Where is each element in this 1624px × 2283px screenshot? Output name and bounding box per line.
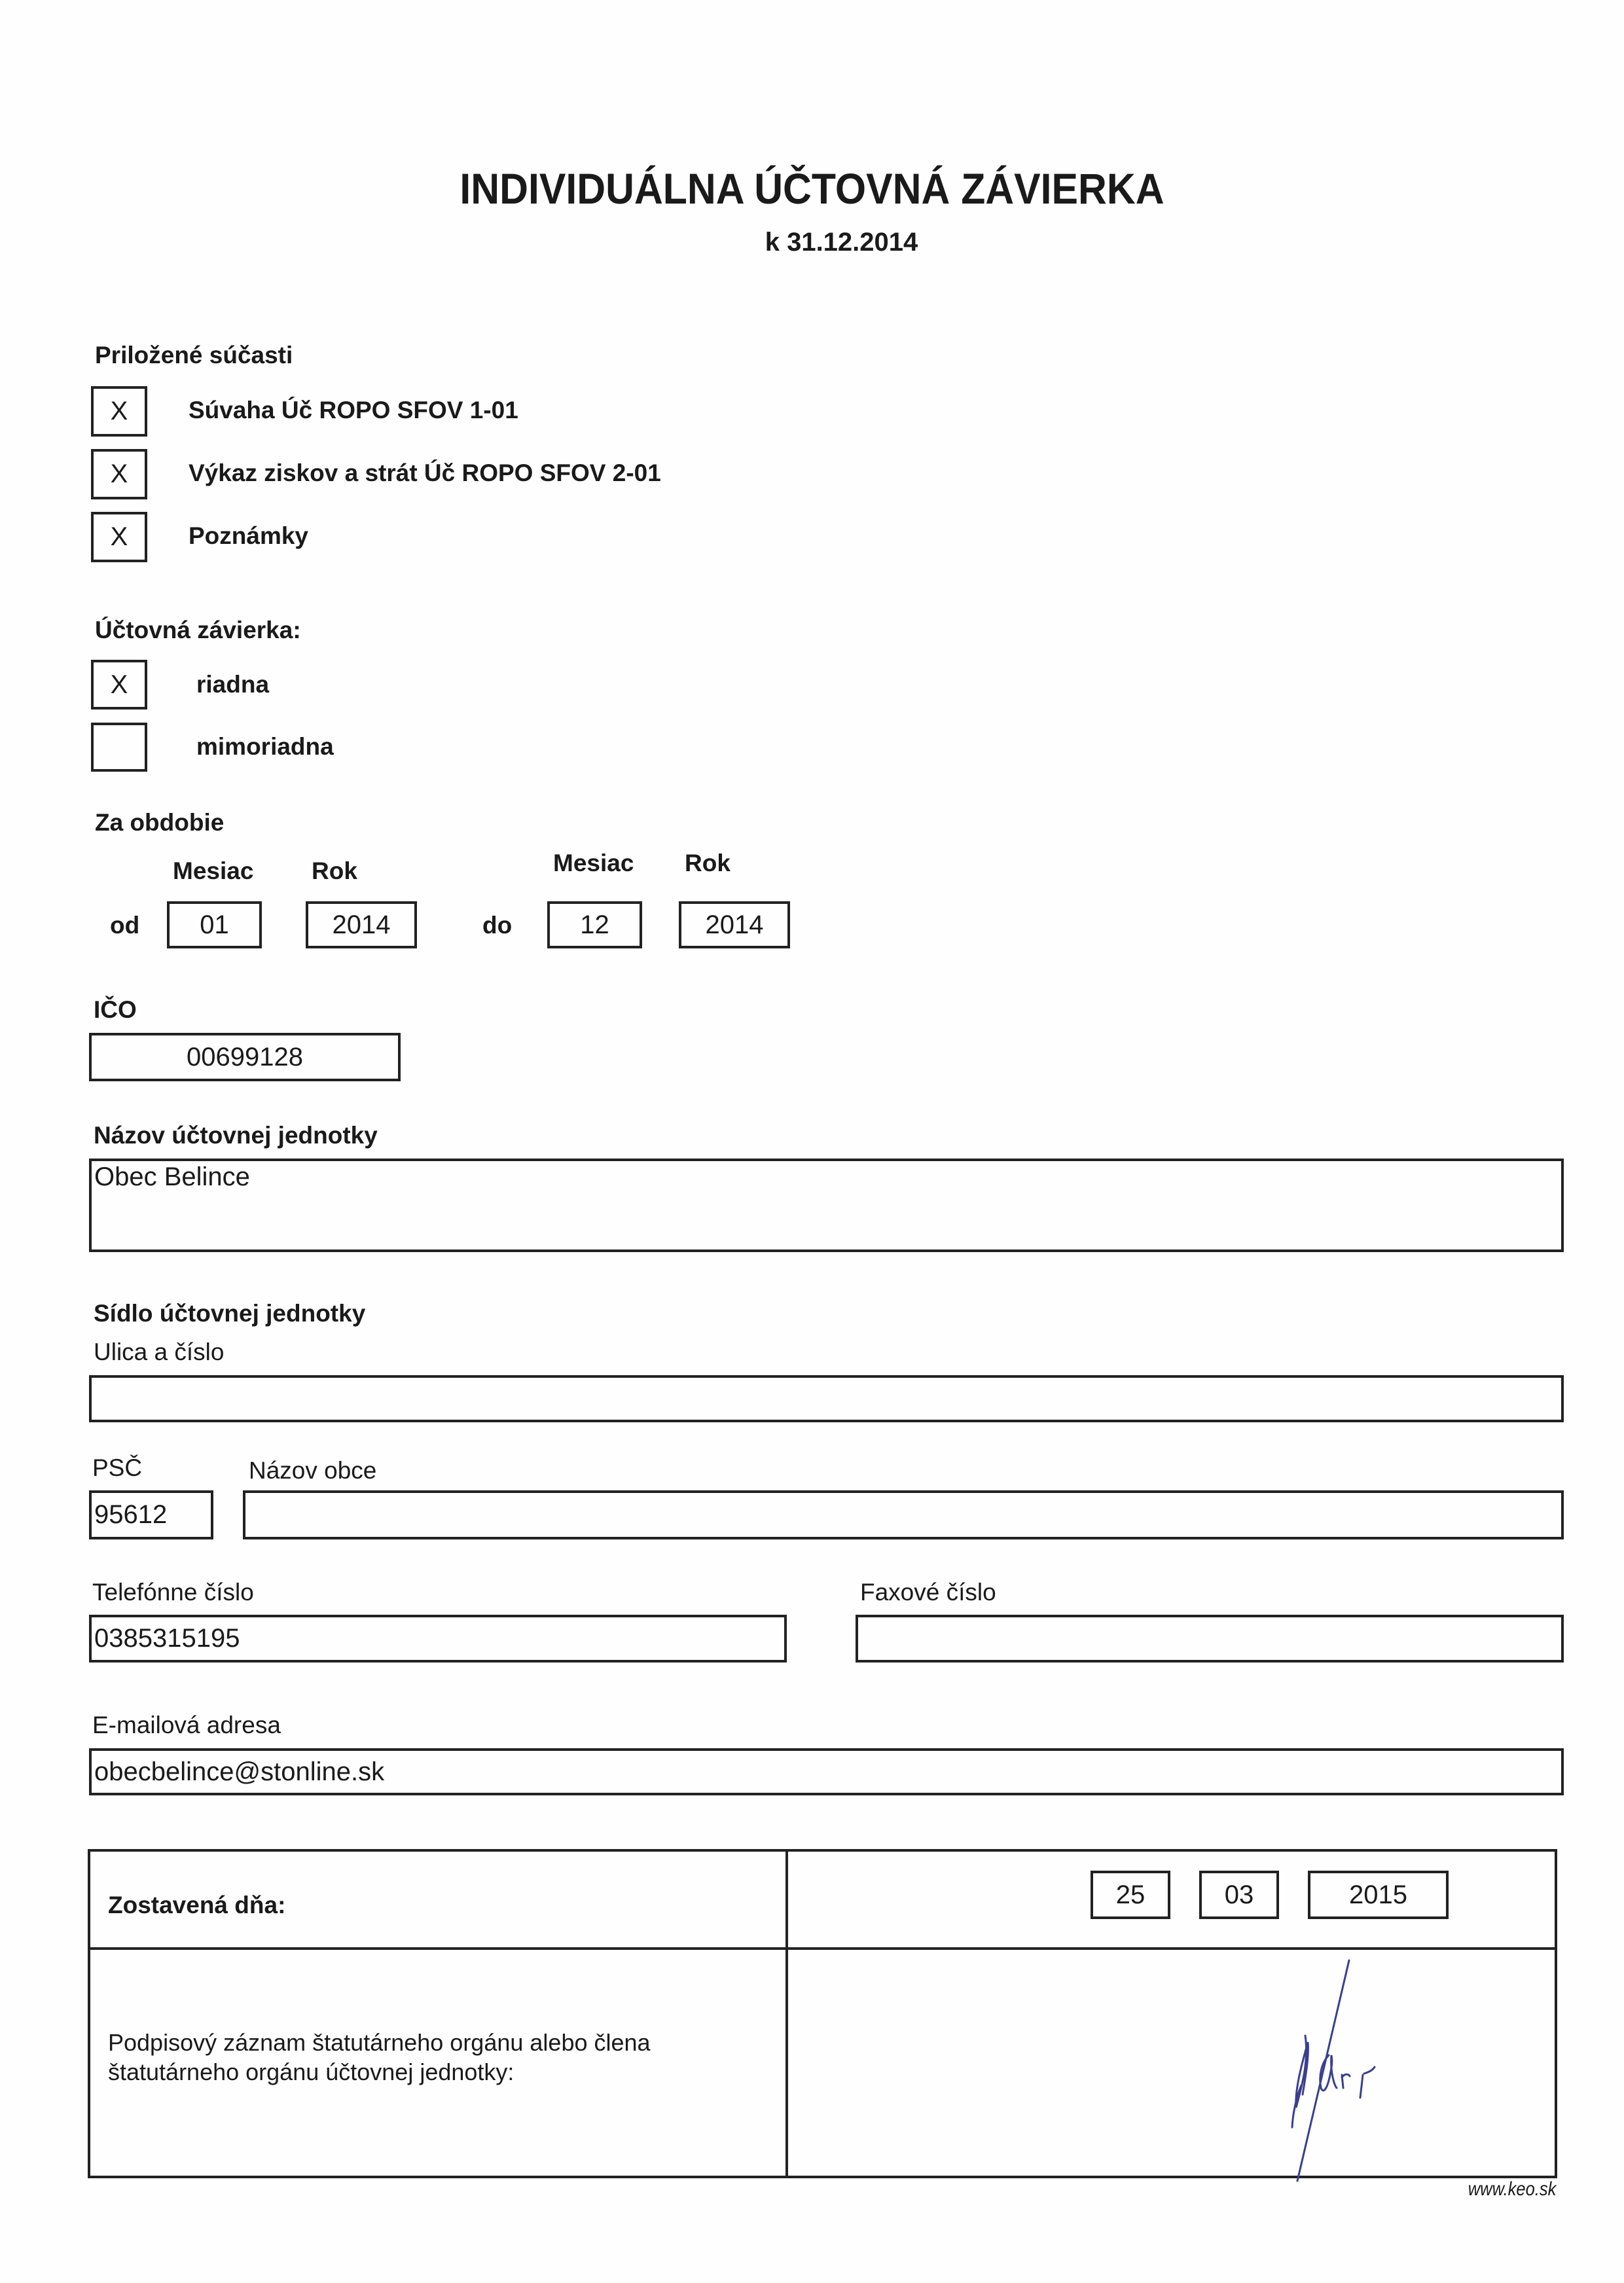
page-title: INDIVIDUÁLNA ÚČTOVNÁ ZÁVIERKA bbox=[460, 164, 1164, 213]
closing-checkbox-regular[interactable]: X bbox=[91, 660, 147, 710]
period-heading: Za obdobie bbox=[95, 809, 225, 836]
from-year-field[interactable]: 2014 bbox=[306, 901, 417, 948]
fax-field[interactable] bbox=[856, 1615, 1564, 1663]
closing-label-extraordinary: mimoriadna bbox=[196, 733, 334, 760]
report-date: k 31.12.2014 bbox=[765, 228, 918, 257]
attachments-heading: Priložené súčasti bbox=[95, 342, 293, 369]
signature-label-line-1: Podpisový záznam štatutárneho orgánu alebo člena bbox=[108, 2029, 651, 2056]
attachment-label-profit-loss: Výkaz ziskov a strát Úč ROPO SFOV 2-01 bbox=[189, 459, 661, 486]
signature-label-line-2: štatutárneho orgánu účtovnej jednotky: bbox=[108, 2058, 514, 2085]
table-row-divider bbox=[88, 1947, 1557, 1950]
to-label: do bbox=[482, 912, 513, 939]
to-month-field[interactable]: 12 bbox=[547, 901, 642, 948]
attachment-checkbox-profit-loss[interactable]: X bbox=[91, 449, 147, 499]
to-month-label: Mesiac bbox=[553, 850, 634, 876]
entity-name-field[interactable]: Obec Belince bbox=[89, 1159, 1564, 1252]
from-month-field[interactable]: 01 bbox=[167, 901, 262, 948]
compiled-day-field[interactable]: 25 bbox=[1091, 1871, 1170, 1919]
from-month-label: Mesiac bbox=[173, 857, 254, 884]
city-label: Názov obce bbox=[249, 1457, 377, 1484]
city-field[interactable] bbox=[243, 1490, 1564, 1539]
from-year-label: Rok bbox=[312, 857, 357, 884]
ico-label: IČO bbox=[94, 996, 137, 1023]
street-field[interactable] bbox=[89, 1375, 1564, 1422]
to-year-label: Rok bbox=[685, 850, 731, 876]
closing-type-heading: Účtovná závierka: bbox=[95, 617, 301, 643]
email-label: E-mailová adresa bbox=[92, 1712, 281, 1738]
attachment-checkbox-balance[interactable]: X bbox=[91, 386, 147, 437]
phone-label: Telefónne číslo bbox=[92, 1579, 254, 1606]
attachment-label-notes: Poznámky bbox=[189, 522, 309, 549]
compiled-year-field[interactable]: 2015 bbox=[1308, 1871, 1449, 1919]
psc-field[interactable]: 95612 bbox=[89, 1490, 213, 1539]
attachment-label-balance: Súvaha Úč ROPO SFOV 1-01 bbox=[189, 397, 518, 423]
handwritten-signature bbox=[1276, 1957, 1473, 2186]
closing-checkbox-extraordinary[interactable] bbox=[91, 723, 147, 772]
footer-website[interactable]: www.keo.sk bbox=[1468, 2178, 1556, 2200]
psc-label: PSČ bbox=[92, 1454, 143, 1481]
fax-label: Faxové číslo bbox=[860, 1579, 996, 1606]
compiled-month-field[interactable]: 03 bbox=[1199, 1871, 1279, 1919]
email-field[interactable]: obecbelince@stonline.sk bbox=[89, 1748, 1564, 1795]
ico-field[interactable]: 00699128 bbox=[89, 1033, 401, 1081]
attachment-checkbox-notes[interactable]: X bbox=[91, 512, 147, 562]
from-label: od bbox=[110, 912, 140, 939]
seat-heading: Sídlo účtovnej jednotky bbox=[94, 1300, 366, 1327]
closing-label-regular: riadna bbox=[196, 671, 270, 698]
table-column-divider bbox=[785, 1849, 788, 2178]
to-year-field[interactable]: 2014 bbox=[679, 901, 790, 948]
phone-field[interactable]: 0385315195 bbox=[89, 1615, 787, 1663]
street-label: Ulica a číslo bbox=[94, 1339, 225, 1365]
entity-name-label: Názov účtovnej jednotky bbox=[94, 1122, 378, 1149]
compiled-date-label: Zostavená dňa: bbox=[108, 1892, 286, 1918]
